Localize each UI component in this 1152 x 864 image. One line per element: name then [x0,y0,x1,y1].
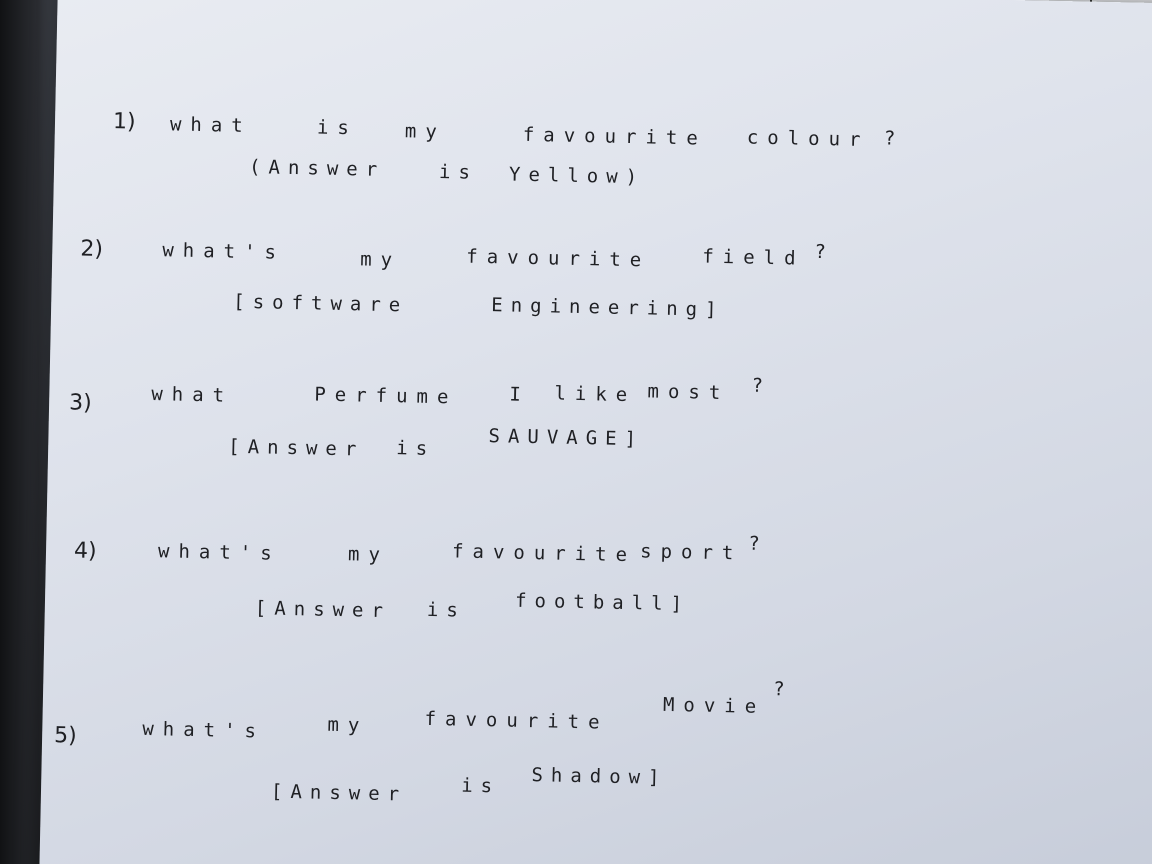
question-word: what's [157,540,281,565]
answer-word: football] [514,589,691,616]
question-1 [58,0,1152,189]
question-word: what's [142,717,266,743]
question-word: my [327,713,369,737]
question-word: my [347,543,390,567]
question-word: Movie [662,693,766,718]
handwritten-paper [39,0,1152,864]
question-word: my [404,120,447,144]
answer-word: is [438,161,479,184]
question-number: 4) [73,538,97,564]
question-number: 3) [68,390,92,416]
answer-word: [Answer [270,780,408,806]
answer-word: [software [233,290,409,317]
question-mark: ? [748,532,770,556]
answer-word: SAUVAGE] [488,425,645,451]
question-word: what's [162,239,286,264]
answer-word: (Answer [248,156,386,181]
question-number: 2) [80,236,104,262]
question-number: 5) [53,723,78,749]
question-word: what [151,383,234,407]
answer-word: [Answer [254,597,392,623]
question-word: most [647,380,730,405]
question-word: Perfume [314,383,458,409]
answer-word: Yellow) [508,163,646,189]
question-number: 1) [112,109,136,135]
question-word: favourite [522,123,708,150]
question-word: my [359,248,402,272]
question-word: field [702,245,805,270]
question-word: sport [639,540,743,565]
question-word: like [554,382,637,407]
answer-word: Shadow] [531,764,668,789]
answer-word: is [460,774,501,798]
question-word: favourite [451,540,637,567]
question-mark: ? [814,240,836,264]
question-mark: ? [883,127,905,150]
question-word: colour [746,126,870,152]
question-word: favourite [466,245,651,272]
answer-word: is [426,598,467,622]
question-mark: ? [773,678,794,701]
question-mark: ? [751,374,773,398]
answer-word: is [396,437,436,460]
answer-word: Engineering] [491,294,725,322]
question-word: is [316,116,359,140]
question-word: favourite [424,707,609,734]
answer-word: [Answer [228,435,365,461]
question-word: I [509,383,531,406]
question-word: what [169,113,252,138]
